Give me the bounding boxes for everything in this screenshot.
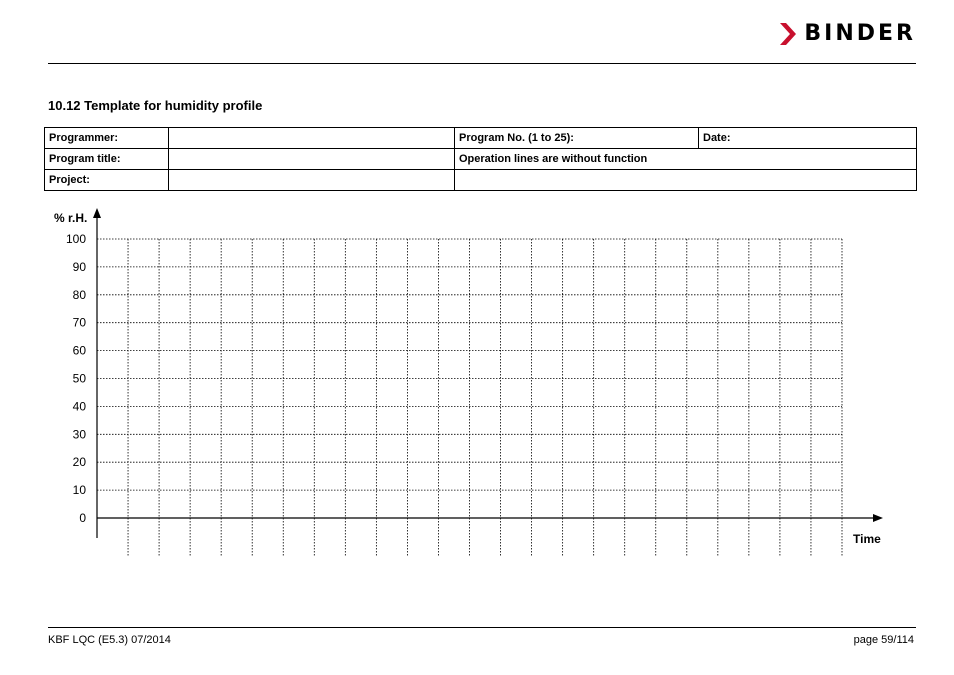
y-tick-label: 80 (72, 287, 86, 302)
project-extra-field[interactable] (455, 170, 917, 191)
project-field[interactable] (169, 170, 455, 191)
footer-rule (48, 627, 916, 628)
program-no-label: Program No. (1 to 25): (455, 128, 699, 149)
y-tick-label: 50 (72, 371, 86, 386)
y-tick-label: 60 (72, 343, 86, 358)
binder-logo (780, 22, 916, 46)
y-tick-label: 0 (79, 511, 86, 525)
section-title: 10.12 Template for humidity profile (48, 98, 263, 113)
table-row (45, 128, 917, 149)
x-axis-arrow-icon (873, 514, 883, 522)
humidity-profile-chart (0, 200, 954, 570)
chart-grid (97, 239, 842, 556)
y-tick-label: 70 (72, 315, 86, 330)
program-title-field[interactable] (169, 149, 455, 170)
program-info-table (44, 127, 917, 191)
y-tick-label: 30 (72, 427, 86, 442)
table-row (45, 170, 917, 191)
program-title-label: Program title: (45, 149, 169, 170)
y-tick-label: 10 (72, 483, 86, 498)
y-tick-label: 100 (65, 232, 86, 246)
chart-axes (54, 208, 883, 546)
footer-document-id: KBF LQC (E5.3) 07/2014 (48, 634, 171, 646)
programmer-label: Programmer: (45, 128, 169, 149)
project-label: Project: (45, 170, 169, 191)
y-axis-label: % r.H. (54, 211, 88, 225)
binder-chevron-icon (780, 23, 800, 45)
header-rule (48, 63, 916, 64)
programmer-field[interactable] (169, 128, 455, 149)
y-tick-label: 20 (72, 455, 86, 470)
y-tick-labels (66, 232, 86, 525)
operation-lines-note: Operation lines are without function (455, 149, 917, 170)
logo-text: BINDER (804, 21, 916, 46)
table-row (45, 149, 917, 170)
y-axis-arrow-icon (93, 208, 101, 218)
x-axis-label: Time (853, 532, 881, 546)
date-label: Date: (699, 128, 917, 149)
y-tick-label: 90 (72, 259, 86, 274)
footer-page-number: page 59/114 (853, 634, 914, 646)
y-tick-label: 40 (72, 399, 86, 414)
